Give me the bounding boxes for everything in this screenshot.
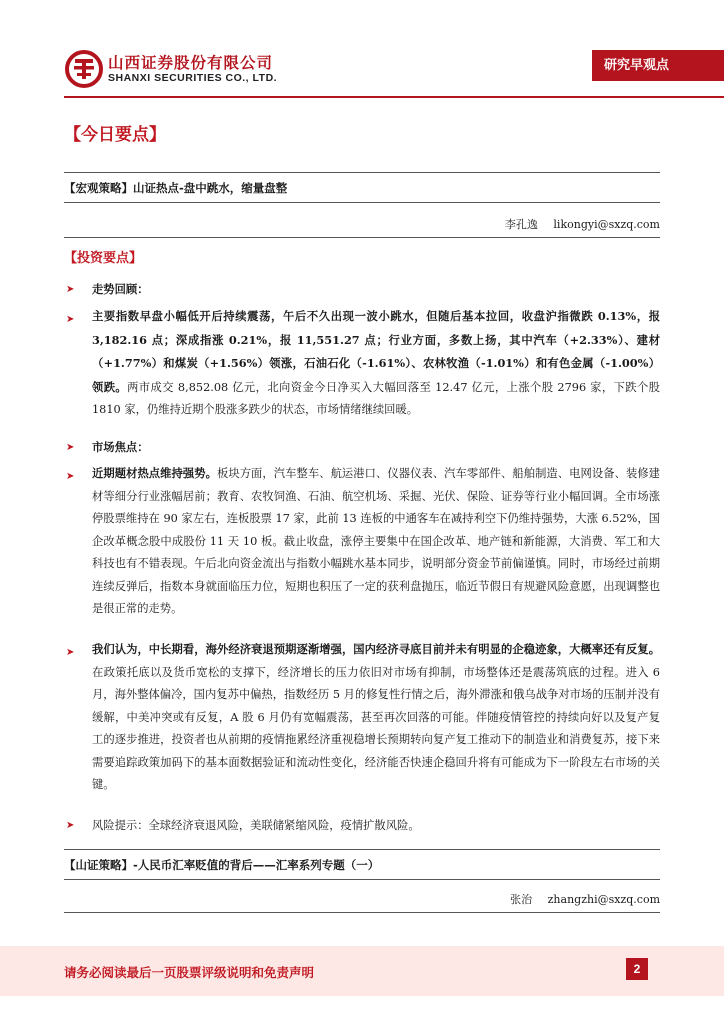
review-paragraph (92, 305, 660, 422)
section2-bottom-rule (64, 879, 660, 880)
section2-top-rule (64, 849, 660, 850)
review-label: 走势回顾： (92, 282, 149, 296)
section2-title: 【山证策略】-人民币汇率贬值的背后——汇率系列专题（一） (64, 858, 380, 872)
company-logo-icon (64, 49, 104, 89)
bullet-arrow-icon: ➤ (66, 442, 75, 453)
risk-warning: 风险提示：全球经济衰退风险，美联储紧缩风险，疫情扩散风险。 (92, 819, 420, 832)
author-email[interactable]: likongyi@sxzq.com (553, 218, 660, 231)
view-text: 在政策托底以及货币宽松的支撑下，经济增长的压力依旧对市场有抑制，市场整体还是震荡筑底的过程。进入 6 月，海外整体偏冷，国内复苏中偏热，指数经历 5 月的修复性行情之后，海外滞涨和俄乌战争对市场的压制并没有缓解，中美冲突或有反复，A 股 6 月仍有宽幅震荡，甚至再次回落的可能。伴随疫情管控的持续向好以及复产复工的逐步推进，投资者也从前期的疫情拖累经济重视稳增长预期转向复产复工推动下的制造业和消费复苏，接下来需要追踪政策加码下的基本面数据验证和流动性变化，经济能否快速企稳回升将有可能成为下一阶段左右市场的关键。 (92, 665, 660, 791)
section1-title: 【宏观策略】山证热点-盘中跳水，缩量盘整 (64, 181, 288, 195)
bullet-arrow-icon: ➤ (66, 284, 75, 295)
view-bold-text: 我们认为，中长期看，海外经济衰退预期逐渐增强，国内经济寻底目前并未有明显的企稳迹象，大概率还有反复。 (92, 642, 660, 656)
page-number: 2 (626, 958, 648, 980)
section1-author (505, 216, 660, 232)
author-rule (64, 237, 660, 238)
section2-author-rule (64, 912, 660, 913)
company-name-cn: 山西证券股份有限公司 (108, 54, 274, 72)
focus-bold-text: 近期题材热点维持强势。 (92, 466, 217, 480)
section2-author (510, 891, 660, 907)
author-name: 张治 (510, 893, 533, 906)
header-divider (64, 96, 724, 98)
bullet-arrow-icon: ➤ (66, 647, 75, 658)
report-type-tag: 研究早观点 (592, 50, 724, 81)
bullet-arrow-icon: ➤ (66, 820, 75, 831)
section1-top-rule (64, 172, 660, 173)
bullet-arrow-icon: ➤ (66, 471, 75, 482)
focus-paragraph (92, 462, 660, 621)
section1-bottom-rule (64, 202, 660, 203)
footer-disclaimer: 请务必阅读最后一页股票评级说明和免责声明 (64, 965, 315, 980)
focus-label: 市场焦点： (92, 440, 149, 454)
page-header (0, 0, 724, 100)
view-paragraph (92, 638, 660, 797)
author-email[interactable]: zhangzhi@sxzq.com (547, 893, 660, 906)
today-highlights-title: 【今日要点】 (64, 125, 166, 145)
focus-text: 板块方面，汽车整车、航运港口、仪器仪表、汽车零部件、船舶制造、电网设备、装修建材等细分行业涨幅居前；教育、农牧饲渔、石油、航空机场、采掘、光伏、保险、证券等行业小幅回调。全市场涨停股票维持在 90 家左右，连板股票 17 家，此前 13 连板的中通客车在减持利空下仍维持强势，大涨 6.52%，国企改革概念股中成股份 11 天 10 板。截止收盘，涨停主要集中在国企改革、地产链和新能源，大消费、军工和大科技也有不错表现。午后北向资金流出与指数小幅跳水基本同步，说明部分资金节前偏谨慎。同时，市场经过前期连续反弹后，指数本身就面临压力位，短期也积压了一定的获利盘抛压，临近节假日有规避风险意愿，出现调整也是很正常的走势。 (92, 467, 660, 615)
review-bold-text: 主要指数早盘小幅低开后持续震荡，午后不久出现一波小跳水，但随后基本拉回，收盘沪指微跌 0.13%，报 3,182.16 点；深成指涨 0.21%，报 11,551.27 点；行业方面，多数上扬，其中汽车（+2.33%）、建材（+1.77%）和煤炭（+1.56%）领涨，石油石化（-1.61%）、农林牧渔（-1.01%）和有色金属（-1.00%）领跌。 (92, 309, 660, 394)
company-name-en: SHANXI SECURITIES CO., LTD. (108, 72, 278, 84)
review-text: 两市成交 8,852.08 亿元，北向资金今日净买入大幅回落至 12.47 亿元，上涨个股 2796 家，下跌个股 1810 家，仍维持近期个股涨多跌少的状态，市场情绪继续回暖。 (92, 380, 660, 416)
investment-points-title: 【投资要点】 (64, 251, 143, 266)
bullet-arrow-icon: ➤ (66, 314, 75, 325)
author-name: 李孔逸 (504, 218, 538, 231)
